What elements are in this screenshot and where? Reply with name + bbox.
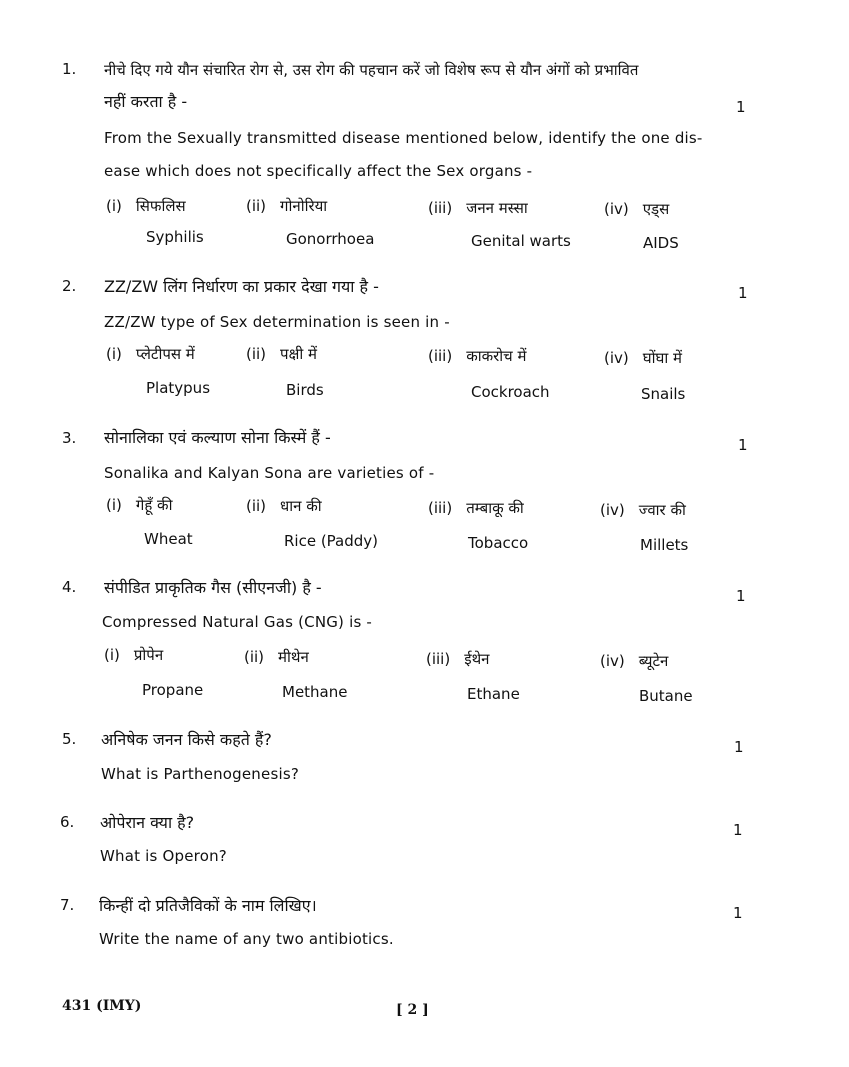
question-hindi: ओपेरान क्या है? <box>100 813 195 832</box>
question-english-line1: From the Sexually transmitted disease mentioned below, identify the one dis- <box>104 129 703 147</box>
question-english: Write the name of any two antibiotics. <box>99 930 394 948</box>
option-4-english: Snails <box>641 385 686 403</box>
question-english-line2: ease which does not specifically affect the Sex organs - <box>104 162 533 180</box>
question-number: 1. <box>62 60 77 78</box>
option-1-hindi: (i) प्लेटीपस में <box>106 345 195 363</box>
marks: 1 <box>738 284 748 302</box>
option-4-hindi: (iv) ज्वार की <box>600 501 686 519</box>
option-4-english: AIDS <box>643 234 679 252</box>
option-1-english: Propane <box>142 681 204 699</box>
page-number: [ 2 ] <box>396 1002 429 1018</box>
option-2-english: Rice (Paddy) <box>284 532 379 550</box>
question-hindi-line1: नीचे दिए गये यौन संचारित रोग से, उस रोग की पहचान करें जो विशेष रूप से यौन अंगों को प्रभावित <box>104 61 639 79</box>
question-english: What is Parthenogenesis? <box>101 765 300 783</box>
option-1-hindi: (i) सिफलिस <box>106 197 186 215</box>
question-english: ZZ/ZW type of Sex determination is seen in - <box>104 313 450 331</box>
marks: 1 <box>736 587 746 605</box>
question-number: 7. <box>60 896 75 914</box>
question-hindi: सोनालिका एवं कल्याण सोना किस्में हैं - <box>104 428 331 447</box>
option-3-hindi: (iii) ईथेन <box>426 650 490 668</box>
option-4-english: Millets <box>640 536 689 554</box>
option-1-english: Syphilis <box>146 228 204 246</box>
option-2-english: Birds <box>286 381 324 399</box>
marks: 1 <box>733 904 743 922</box>
marks: 1 <box>733 821 743 839</box>
option-1-hindi: (i) प्रोपेन <box>104 646 164 664</box>
option-2-hindi: (ii) गोनोरिया <box>246 197 328 215</box>
option-4-hindi: (iv) एड्स <box>604 200 670 218</box>
question-hindi: किन्हीं दो प्रतिजैविकों के नाम लिखिए। <box>99 896 317 915</box>
question-number: 2. <box>62 277 77 295</box>
question-number: 5. <box>62 730 77 748</box>
option-3-english: Ethane <box>467 685 520 703</box>
question-english: Sonalika and Kalyan Sona are varieties of - <box>104 464 435 482</box>
marks: 1 <box>736 98 746 116</box>
paper-code: 431 (IMY) <box>62 998 142 1014</box>
option-1-english: Platypus <box>146 379 211 397</box>
question-number: 4. <box>62 578 77 596</box>
option-2-hindi: (ii) पक्षी में <box>246 345 317 363</box>
option-3-hindi: (iii) तम्बाकू की <box>428 499 524 517</box>
question-hindi: संपीडित प्राकृतिक गैस (सीएनजी) है - <box>104 578 322 597</box>
option-3-hindi: (iii) जनन मस्सा <box>428 199 528 217</box>
marks: 1 <box>734 738 744 756</box>
question-english: Compressed Natural Gas (CNG) is - <box>102 613 373 631</box>
option-4-hindi: (iv) घोंघा में <box>604 349 682 367</box>
question-english: What is Operon? <box>100 847 227 865</box>
option-1-hindi: (i) गेहूँ की <box>106 496 173 514</box>
question-hindi: ZZ/ZW लिंग निर्धारण का प्रकार देखा गया है - <box>104 277 379 296</box>
question-hindi: अनिषेक जनन किसे कहते हैं? <box>101 730 272 749</box>
option-3-english: Genital warts <box>471 232 571 250</box>
option-2-english: Gonorrhoea <box>286 230 375 248</box>
question-number: 3. <box>62 429 77 447</box>
option-4-hindi: (iv) ब्यूटेन <box>600 652 669 670</box>
option-3-hindi: (iii) काकरोच में <box>428 347 527 365</box>
option-1-english: Wheat <box>144 530 193 548</box>
option-3-english: Tobacco <box>468 534 529 552</box>
option-2-english: Methane <box>282 683 348 701</box>
option-3-english: Cockroach <box>471 383 550 401</box>
question-number: 6. <box>60 813 75 831</box>
option-2-hindi: (ii) मीथेन <box>244 648 309 666</box>
option-2-hindi: (ii) धान की <box>246 497 322 515</box>
marks: 1 <box>738 436 748 454</box>
option-4-english: Butane <box>639 687 693 705</box>
question-hindi-line2: नहीं करता है - <box>104 92 188 111</box>
